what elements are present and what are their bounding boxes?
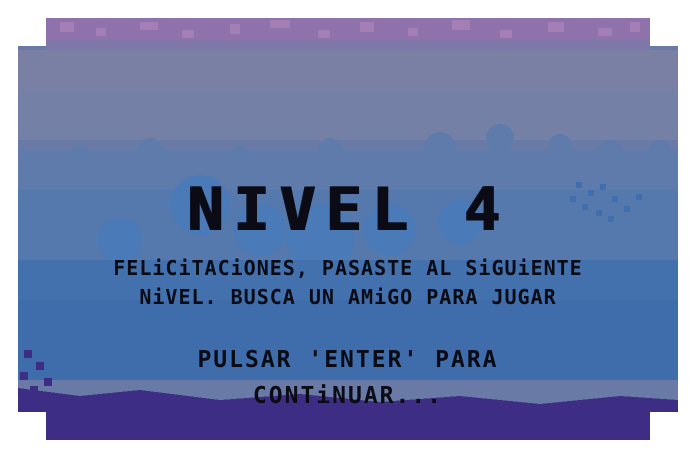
sky-band-2 [18,90,678,140]
level-message: FELiCiTACiONES, PASASTE AL SiGUiENTE NiVEL. BUSCA UN AMiGO PARA JUGAR [113,256,583,309]
level-title: NIVEL 4 [186,175,510,245]
sky-band-1 [18,50,678,90]
deep-band-2 [18,300,678,380]
cave-rim-shade [46,40,650,50]
continue-prompt: PULSAR 'ENTER' PARA CONTiNUAR... [197,347,499,409]
